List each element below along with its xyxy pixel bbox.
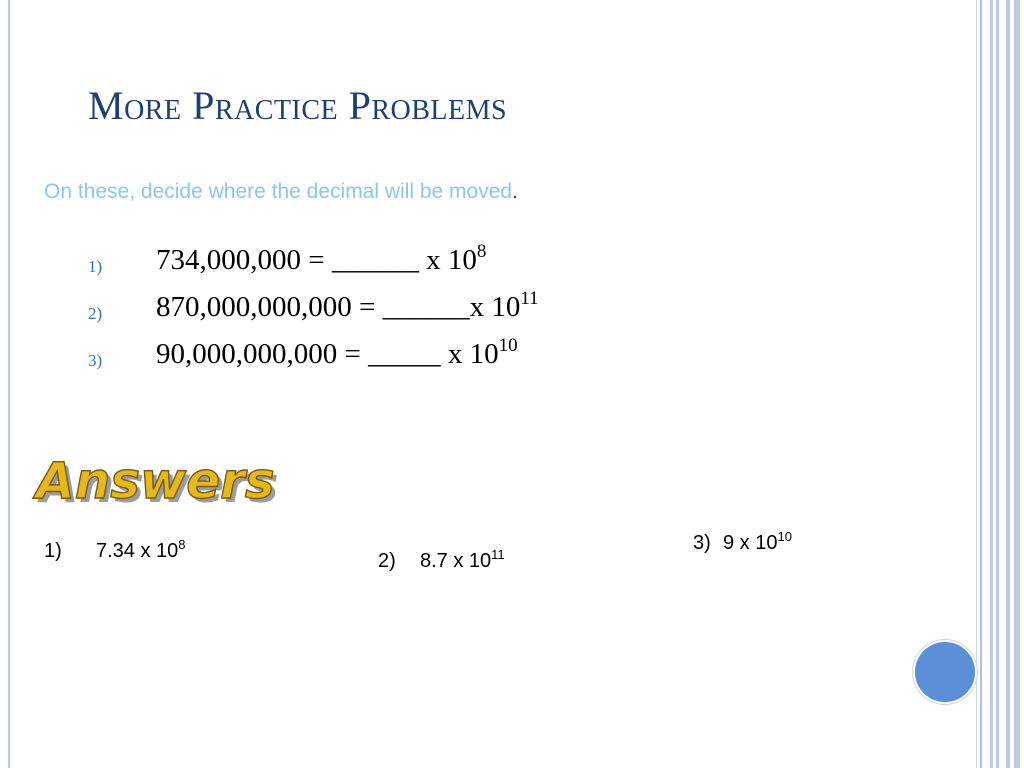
problem-text: 870,000,000,000 = ______x 10 [156, 291, 521, 323]
answer-value: 8.7 x 10 [420, 550, 492, 572]
intro-text: On these, decide where the decimal will be moved [44, 180, 513, 203]
problem-number: 1) [88, 257, 103, 276]
problem-expression [156, 241, 487, 277]
answer-value: 9 x 10 [723, 532, 778, 554]
answer-item [693, 529, 792, 555]
problem-exponent: 8 [476, 241, 487, 262]
answer-exponent: 11 [491, 547, 505, 562]
problem-text: 734,000,000 = ______ x 10 [156, 244, 477, 276]
slide-frame-right-border [976, 0, 1024, 768]
problem-exponent: 11 [520, 288, 539, 309]
answer-item [44, 537, 186, 563]
answers-heading: Answers [36, 452, 275, 510]
answer-value: 7.34 x 10 [96, 540, 179, 562]
circle-button-icon[interactable] [913, 640, 977, 704]
answer-exponent: 8 [178, 537, 186, 552]
problem-number: 3) [88, 351, 103, 370]
problem-number: 2) [88, 304, 103, 323]
slide-title: More Practice Problems [88, 83, 508, 128]
problem-text: 90,000,000,000 = _____ x 10 [156, 338, 499, 370]
problem-exponent: 10 [498, 335, 518, 356]
answer-number: 1) [44, 540, 62, 562]
problem-expression [156, 335, 518, 371]
answer-item [378, 547, 505, 573]
intro-period: . [512, 180, 518, 203]
answer-number: 3) [693, 532, 711, 554]
problem-expression [156, 288, 539, 324]
slide-frame-left-border [8, 0, 10, 768]
slide-intro [44, 180, 518, 204]
answer-exponent: 10 [777, 529, 792, 544]
answer-number: 2) [378, 550, 396, 572]
